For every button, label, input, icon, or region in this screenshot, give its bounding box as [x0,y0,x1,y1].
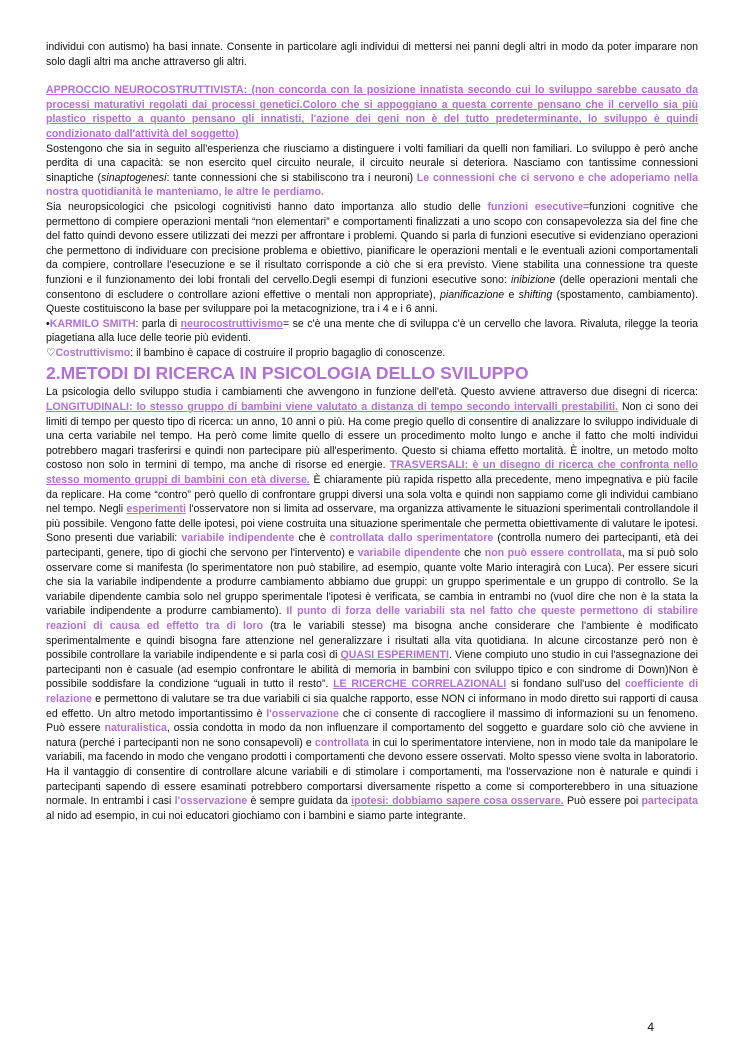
italic-term: sinaptogenesi [101,171,167,184]
highlight-strength: Il punto di forza delle variabili sta nel fatto che queste permettono di stabilire reazioni di causa ed effetto tra di loro [46,605,698,632]
highlight-name: KARMILO SMITH [49,317,136,330]
text: al nido ad esempio, in cui noi educatori giochiamo con i bambini e siamo parte integrante. [46,809,466,822]
text: : tante connessioni che si stabiliscono tra i neuroni) [166,171,417,184]
highlight-coefficient: coefficiente di relazione [46,678,699,705]
highlight-transversal: TRASVERSALI: è un disegno di ricerca che confronta nello stesso momento gruppi di bambini con età diverse. [46,459,698,487]
text: che è [294,532,330,545]
italic-term: inibizione [511,273,556,286]
text: : il bambino è capace di costruire il proprio bagaglio di conoscenze. [130,346,446,359]
highlight-participated: partecipata [641,795,698,808]
section-heading: 2.METODI DI RICERCA IN PSICOLOGIA DELLO SVILUPPO [46,363,529,384]
text: Può essere poi [563,795,642,808]
text: Sia neuropsicologici che psicologi cognitivisti hanno dato importanza allo studio delle [46,200,488,213]
text: e [504,288,519,301]
text: e permettono di valutare se tra due variabili ci sia qualche rapporto, esse NON ci informano in modo diretto sui rapporti di causa ed effetto. Un altro metodo importantissimo è [46,692,698,720]
text: in cui lo sperimentatore interviene, non in modo tale da manipolare le variabili, ma facendo in modo che vengano prodotti i comportamenti che devono essere osservati. Molto spesso viene svolta in laboratorio. Ha il vantaggio di consentire di controllare alcune variabili e di stimolare i comportamenti, ma l'osservazione non è naturale e quindi i partecipanti sapendo di essere esaminati potrebbero comportarsi diversamente rispetto a come si comporterebbero in una situazione normale. In entrambi i casi [46,736,698,808]
highlight-hypothesis: ipotesi: dobbiamo sapere cosa osservare. [351,795,564,808]
highlight-controlled: controllata dallo sperimentatore [329,532,494,545]
highlight-text: Le connessioni che ci servono e che adoperiamo nella nostra quotidianità le manteniamo, le altre le perdiamo. [46,171,698,199]
text: , ossia condotta in modo da non influenzare il comportamento del soggetto e guardare solo ciò che avviene in natura (perché i partecipanti non ne sono consapevoli) e [46,722,698,749]
text: , ma si può solo osservare come si manifesta (lo sperimentatore non può stabilire, ad esempio, quante volte Mario interagirà con Luca). Per essere sicuri che sia la variabile indipendente a produrre cambiamento abbiamo due gruppi: un gruppo sperimentale e un gruppo di controllo. Se la variabile dipendente cambia solo nel gruppo sperimentale l'ipotesi è verificata, se cambia in entrambi no (vuol dire che non è la stata la variabile indipendente a produrre cambiamento). [46,547,698,618]
document-page [46,40,698,823]
text: : parla di [135,317,181,330]
italic-term: pianificazione [439,288,505,301]
text: funzioni cognitive che permettono di compiere operazioni mentali “non elementari” e comportamenti finalizzati a uno scopo con consapevolezza sia del fine che del fatto quindi devono essere utilizzati dei mezzi per affrontare i problemi. Quando si parla di funzioni esecutive si evidenziano operazioni che permettono di individuare con precisione problema e obiettivo, pianificare le operazioni mentali e le eventuali azioni comportamentali da compiere, controllare l'esecuzione e se il risultato corrisponde a ciò che si era previsto. Viene stabilita una connessione tra queste funzioni e il funzionamento dei lobi frontali del cervello.Degli esempi di funzioni esecutive sono: [46,200,698,286]
paragraph-executive-functions [46,200,698,317]
highlight-observation: l'osservazione [266,707,339,720]
highlight-quasi-experiments: QUASI ESPERIMENTI [340,649,449,662]
text: È chiaramente più rapida rispetto alla precedente, meno impegnativa e più facile da replicare. Ha come “contro” però quello di confrontare gruppi diversi una sola volta e quindi non sappiamo come gli individui cambiano nel tempo. Negli [46,474,698,516]
paragraph-research-methods [46,385,698,823]
text: Sostengono che sia in seguito all'esperienza che riusciamo a distinguere i volti familiari da quelli non familiari. Lo sviluppo è però anche perdita di una capacità: se non esercito quel circuito neurale, il circuito neurale si deteriora. Nasciamo con tantissime connessioni sinaptiche ( [46,142,698,184]
text: si fondano sull'uso del [506,678,625,691]
text: (spostamento, cambiamento). Queste costituiscono la base per sviluppare poi la metacognizione, tra i 4 e i 6 anni. [46,288,699,316]
highlight-experiments: esperimenti [126,503,186,516]
highlight-naturalistic: naturalistica [104,722,167,735]
highlight-term: neurocostruttivismo [180,317,284,330]
text: (controlla numero dei partecipanti, età dei partecipanti, genere, tipo di giochi che servono per l'intervento) e [46,532,698,559]
highlight-approach: APPROCCIO NEUROCOSTRUTTIVISTA: (non concorda con la posizione innatista secondo cui lo sviluppo sarebbe causato da processi maturativi regolati dai processi genetici.Coloro che si appoggiano a questa corrente pensano che il cervello sia più plastico rispetto a quanto pensano gli innatisti, l'azione dei geni non è del tutto predeterminante, lo sviluppo è quindi condizionato dall'attività del soggetto) [46,84,698,140]
highlight-independent-variable: variabile indipendente [181,532,295,545]
text: (delle operazioni mentali che consentono di escludere o controllare azioni effettive o mentali non appropriate), [46,273,699,301]
paragraph-karmilo-smith [46,317,698,346]
text: La psicologia dello sviluppo studia i cambiamenti che avvengono in funzione dell'età. Questo avviene attraverso due disegni di ricerca: [46,386,698,399]
highlight-not-controlled: non può essere controllata [484,547,622,559]
highlight-term: funzioni esecutive= [487,200,590,213]
highlight-term: Costruttivismo [55,346,131,359]
text: che [460,547,485,559]
bullet-icon: • [46,317,50,330]
highlight-observation: l'osservazione [174,795,248,808]
heart-icon: ♡ [46,346,56,359]
highlight-dependent-variable: variabile dipendente [357,547,461,559]
page-number: 4 [647,1020,654,1034]
text: è sempre guidata da [247,795,352,808]
highlight-longitudinal: LONGITUDINALI: lo stesso gruppo di bambini viene valutato a distanza di tempo secondo intervalli prestabiliti. [46,401,619,414]
text: Non ci sono dei limiti di tempo per questo tipo di ricerca: un anno, 10 anni o più. Ha come pregio quello di consentire di analizzare lo sviluppo individuale di una certa variabile nel tempo. Ha però come limite quello di essere un procedimento molto lungo e anche il fatto che molti individui potrebbero magari trasferirsi e quindi non partecipare più all'esperimento. Questo si chiama effetto mortalità. È inoltre, un metodo molto costoso non solo in termini di tempo, ma anche di risorse ed energie. [46,401,699,472]
text: l'osservatore non si limita ad osservare, ma organizza attivamente le situazioni sperimentali controllandole il più possibile. Vengono fatte delle ipotesi, poi viene costruita una situazione sperimentale che permetta obiettivamente di valutare le ipotesi. Sono presenti due variabili: [46,503,698,545]
text: . Viene compiuto uno studio in cui l'assegnazione dei partecipanti non è casuale (ad esempio confrontare le abilità di memoria in bambini con sviluppo tipico e con sindrome di Down)Non è possibile soddisfare la condizione “uguali in tutto il resto”. [46,649,698,691]
text: (tra le variabili stesse) ma bisogna anche considerare che l'ambiente è modificato sperimentalmente e quindi bisogna fare attenzione nel generalizzare i risultati alla vita quotidiana. In alcune circostanze però non è possibile controllare la variabile indipendente e si parla così di [46,619,698,662]
highlight-controlled-observation: controllata [314,736,370,749]
paragraph-synapses [46,142,698,200]
highlight-correlational: LE RICERCHE CORRELAZIONALI [333,678,507,691]
paragraph-neuroconstructivist-heading [46,83,698,141]
paragraph-autism: individui con autismo) ha basi innate. Consente in particolare agli individui di mettersi nei panni degli altri in modo da poter imparare non solo dagli altri ma anche attraverso gli altri. [46,41,698,68]
text: che ci consente di raccogliere il massimo di informazioni su un fenomeno. Può essere [46,707,699,735]
italic-term: shifting [518,288,553,301]
paragraph-constructivism [46,346,698,361]
text: = se c'è una mente che di sviluppa c'è un cervello che lavora. Rivaluta, rilegge la teoria piagetiana alla luce delle teorie più evidenti. [46,317,698,345]
